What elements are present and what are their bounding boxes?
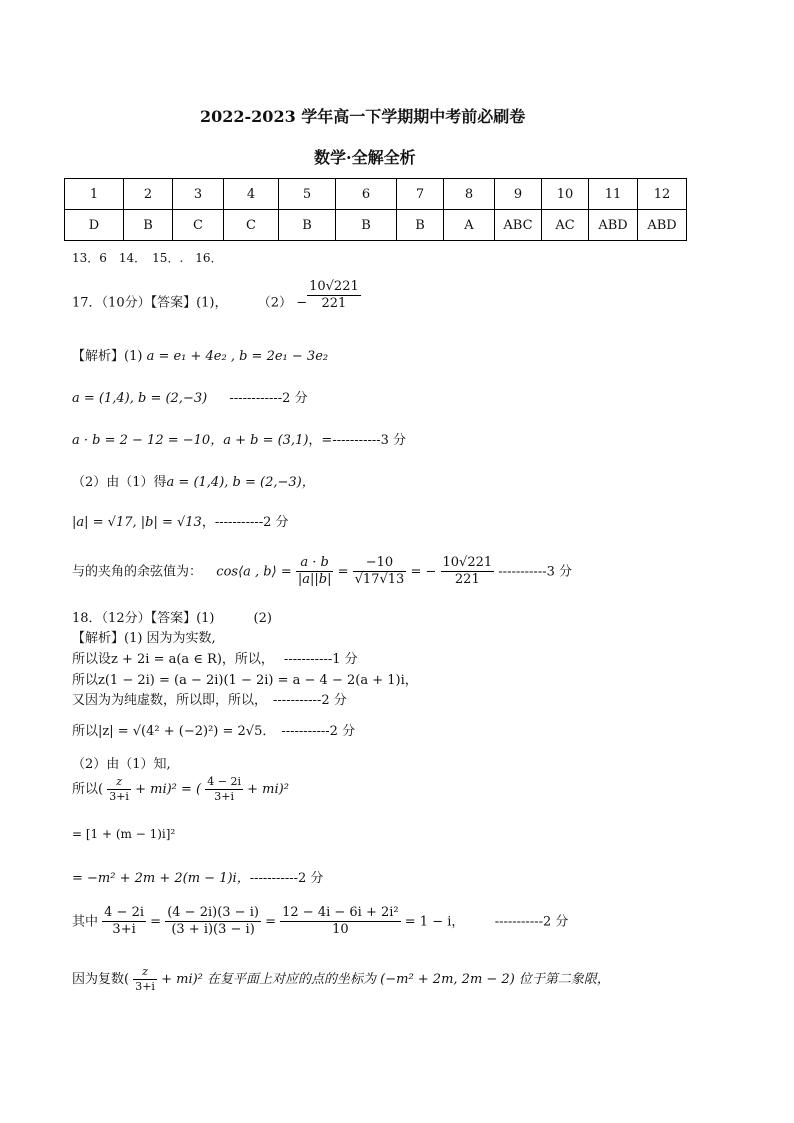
answer-table-answer-cell: AC: [542, 210, 589, 241]
document-title: 2022-2023 学年高一下学期期中考前必刷卷: [200, 107, 526, 126]
q17-header: 17．（10分）【答案】(1)， （2） − $\frac{10√221}{221}$: [72, 279, 359, 312]
q18-line8: 其中 $\frac{4 - 2i}{3+i}$ = $\frac{(4 - 2i)(3 - i)}{(3 + i)(3 - i)}$ = $\frac{\text{12 − 4i − 6i + 2i²}}{10}$ = 1 − i， -----------2 分: [72, 905, 569, 938]
q18-part2: （2）由（1）知,: [72, 757, 171, 772]
q18-line1: 所以设z + 2i = a(a ∈ R)，所以， -----------1 分: [72, 652, 358, 667]
answer-table-number-cell: 5: [279, 179, 336, 210]
answer-table-answer-cell: B: [336, 210, 397, 241]
answer-table-numbers-row: [65, 179, 687, 210]
q18-line5: 所以( $\frac{z}{3+i}$ + mi)² = ( $\frac{4 - 2i}{3+i}$ + mi)²: [72, 775, 289, 804]
answer-table-answer-cell: B: [124, 210, 173, 241]
q17-answer2-fraction: $\frac{10√221}{221}$: [309, 279, 359, 312]
answer-table-number-cell: 10: [542, 179, 589, 210]
answer-table: [64, 178, 687, 241]
q18-solution-1: 【解析】(1) 因为为实数,: [72, 631, 216, 646]
q17-step1: a = (1,4), b = (2,−3) ------------2 分: [72, 391, 308, 406]
answer-table-answer-cell: C: [173, 210, 224, 241]
answer-table-number-cell: 1: [65, 179, 124, 210]
q18-line7: = −m² + 2m + 2(m − 1)i，-----------2 分: [72, 871, 324, 886]
answer-table-number-cell: 3: [173, 179, 224, 210]
answer-table-answer-cell: B: [397, 210, 444, 241]
answer-table-number-cell: 12: [638, 179, 687, 210]
answer-table-number-cell: 2: [124, 179, 173, 210]
answer-table-answer-cell: ABD: [589, 210, 638, 241]
q18-line6: = [1 + (m − 1)i]²: [72, 827, 176, 841]
answer-table-number-cell: 7: [397, 179, 444, 210]
q18-line4: 所以|z| = √(4² + (−2)²) = 2√5． -----------2 分: [72, 724, 356, 739]
answer-table-answer-cell: ABD: [638, 210, 687, 241]
q17-part2-label: （2）: [257, 295, 293, 311]
answer-table-number-cell: 8: [444, 179, 495, 210]
q17-step2: a · b = 2 − 12 = −10，a + b = (3,1)，=-----------3 分: [72, 433, 407, 448]
document-subtitle: 数学·全解全析: [314, 148, 416, 167]
answer-table-number-cell: 9: [495, 179, 542, 210]
answer-table-answer-cell: ABC: [495, 210, 542, 241]
q17-step3: （2）由（1）得a = (1,4), b = (2,−3)，: [72, 475, 315, 490]
answer-table-answer-cell: A: [444, 210, 495, 241]
answer-table-answer-cell: B: [279, 210, 336, 241]
answer-table-number-cell: 4: [224, 179, 279, 210]
answer-table-answers-row: [65, 210, 687, 241]
q18-line3: 又因为为纯虚数，所以即，所以， -----------2 分: [72, 693, 347, 708]
q17-step4: |a| = √17, |b| = √13，-----------2 分: [72, 515, 289, 530]
answer-table-answer-cell: D: [65, 210, 124, 241]
q18-line9: 因为复数( $\frac{z}{3+i}$ + mi)² 在复平面上对应的点的坐标为 (−m² + 2m, 2m − 2) 位于第二象限，: [72, 965, 610, 994]
answer-table-number-cell: 11: [589, 179, 638, 210]
q18-header: 18．（12分）【答案】(1) (2): [72, 611, 272, 626]
q18-line2: 所以z(1 − 2i) = (a − 2i)(1 − 2i) = a − 4 − 2(a + 1)i，: [72, 673, 418, 688]
q17-solution-1: 【解析】(1) a = e₁ + 4e₂ , b = 2e₁ − 3e₂: [72, 349, 329, 364]
answer-table-number-cell: 6: [336, 179, 397, 210]
answer-table-answer-cell: C: [224, 210, 279, 241]
q17-step5: 与的夹角的余弦值为： cos⟨a , b⟩ = $\frac{a \cdot b}{|a||b|}$ = $\frac{-10}{√17√13}$ = − $\frac{10√221}{221}$ -----------3 分: [72, 555, 573, 588]
q17-answer-label: 17．（10分）【答案】(1)，: [72, 295, 228, 311]
answers-13-16: 13．6 14． 15．. 16．: [72, 251, 223, 265]
